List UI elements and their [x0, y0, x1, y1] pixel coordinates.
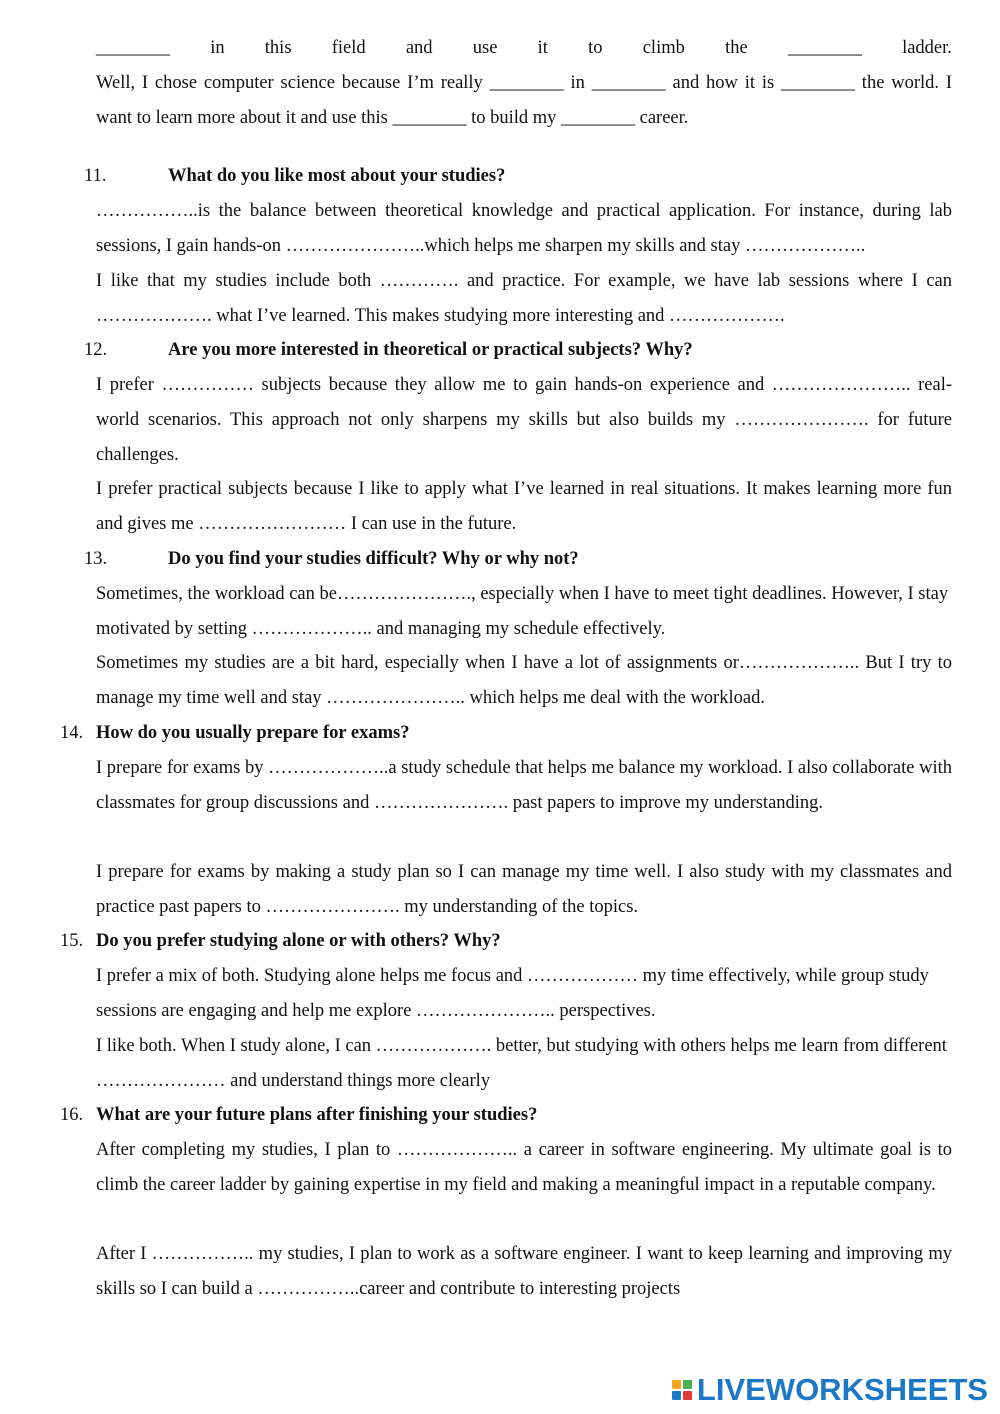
question-number: 14.: [60, 723, 84, 743]
question-text: Do you find your studies difficult? Why or why not?: [168, 549, 579, 569]
intro-word: it: [537, 38, 548, 58]
intro-word: and: [405, 38, 433, 58]
intro-word: ________: [96, 38, 170, 58]
intro-word: climb: [642, 38, 685, 58]
logo-grid-icon: [672, 1380, 692, 1400]
intro-word: in: [210, 38, 225, 58]
question-text: Are you more interested in theoretical or practical subjects? Why?: [168, 340, 693, 360]
answer-paragraph: After I …………….. my studies, I plan to work as a software engineer. I want to keep learning and improving my skills so I can build a ……………..career and contribute to interesting projects: [96, 1244, 952, 1299]
liveworksheets-logo[interactable]: [672, 1372, 988, 1408]
answer-paragraph: I prefer …………… subjects because they allow me to gain hands-on experience and ………………….. real-world scenarios. This approach not only sharpens my skills but also builds my …………………. for future challenges.: [96, 375, 952, 465]
question-number: 16.: [60, 1105, 84, 1125]
question-text: What are your future plans after finishing your studies?: [96, 1105, 538, 1125]
question-text: How do you usually prepare for exams?: [96, 723, 410, 743]
intro-paragraph: Well, I chose computer science because I’m really ________ in ________ and how it is ________ the world. I want to learn more about it and use this ________ to build my ________ career.: [96, 73, 952, 128]
logo-square: [672, 1380, 681, 1389]
question-text: What do you like most about your studies?: [168, 166, 506, 186]
logo-square: [683, 1391, 692, 1400]
answer-paragraph: I like both. When I study alone, I can ………………. better, but studying with others helps me learn from different ………………… and understand things more clearly: [96, 1036, 947, 1091]
question-number: 13.: [84, 549, 108, 569]
answer-paragraph: I prepare for exams by ………………..a study schedule that helps me balance my workload. I also collaborate with classmates for group discussions and …………………. past papers to improve my understanding.: [96, 758, 952, 813]
intro-word: field: [331, 38, 366, 58]
answer-paragraph: I prefer a mix of both. Studying alone helps me focus and ……………… my time effectively, while group study sessions are engaging and help me explore ………………….. perspectives.: [96, 966, 929, 1021]
answer-paragraph: After completing my studies, I plan to ……………….. a career in software engineering. My ultimate goal is to climb the career ladder by gaining expertise in my field and making a meaningful impact in a reputable company.: [96, 1140, 952, 1195]
intro-word: the: [725, 38, 748, 58]
logo-square: [672, 1391, 681, 1400]
answer-paragraph: Sometimes, the workload can be…………………., especially when I have to meet tight deadlines. However, I stay motivated by setting ……………….. and managing my schedule effectively.: [96, 584, 949, 639]
intro-word: this: [264, 38, 292, 58]
answer-paragraph: I prefer practical subjects because I like to apply what I’ve learned in real situations. It makes learning more fun and gives me …………………… I can use in the future.: [96, 479, 952, 534]
question-number: 12.: [84, 340, 108, 360]
logo-brand-text: LIVEWORKSHEETS: [696, 1372, 988, 1407]
intro-word: ________: [787, 38, 862, 58]
question-number: 15.: [60, 931, 84, 951]
intro-line-1: [96, 31, 952, 66]
intro-word: ladder.: [902, 38, 952, 58]
answer-paragraph: I like that my studies include both …………. and practice. For example, we have lab sessions where I can ………………. what I’ve learned. This makes studying more interesting and ……………….: [96, 271, 952, 326]
answer-paragraph: I prepare for exams by making a study plan so I can manage my time well. I also study with my classmates and practice past papers to …………………. my understanding of the topics.: [96, 862, 952, 917]
answer-paragraph: ……………..is the balance between theoretical knowledge and practical application. For instance, during lab sessions, I gain hands-on …………………..which helps me sharpen my skills and stay ………………..: [96, 201, 952, 256]
answer-paragraph: Sometimes my studies are a bit hard, especially when I have a lot of assignments or……………….. But I try to manage my time well and stay ………………….. which helps me deal with the workload.: [96, 653, 952, 708]
logo-square: [683, 1380, 692, 1389]
intro-word: to: [588, 38, 603, 58]
question-number: 11.: [84, 166, 107, 186]
intro-word: use: [472, 38, 498, 58]
question-text: Do you prefer studying alone or with others? Why?: [96, 931, 501, 951]
